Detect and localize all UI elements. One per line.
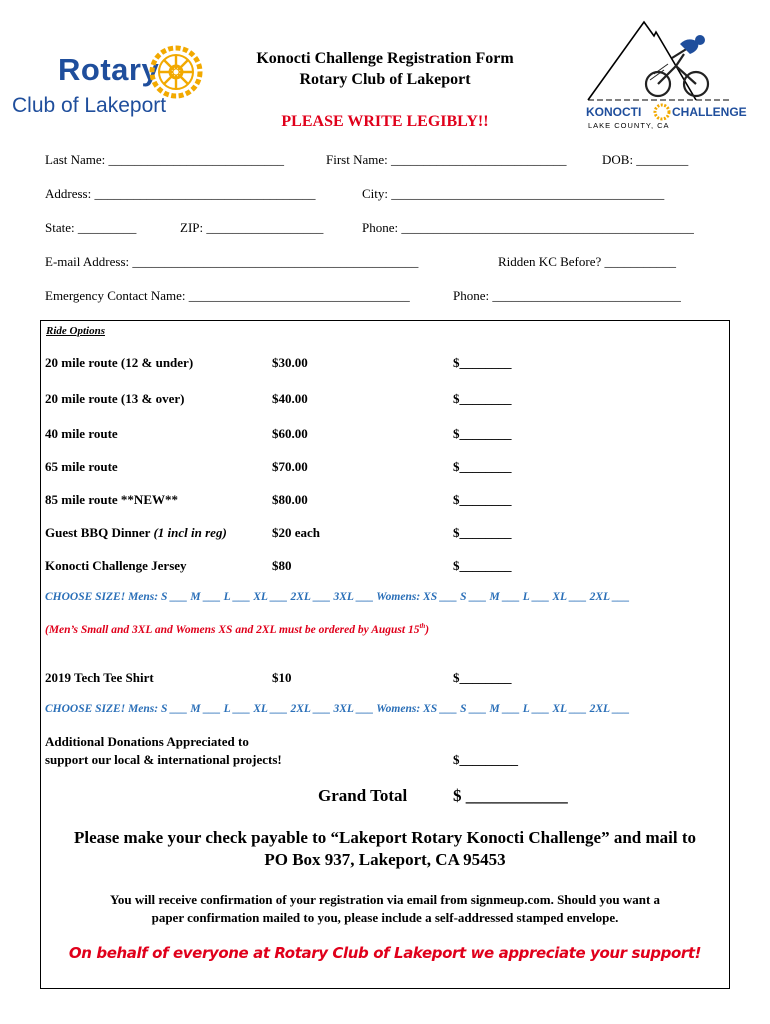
first-name-field[interactable]: First Name: ___________________________: [326, 152, 567, 167]
ride-row-name: 20 mile route (12 & under): [45, 355, 194, 370]
ride-row-name: 40 mile route: [45, 426, 118, 441]
donation-label-line2: support our local & international projects!: [45, 752, 282, 767]
state-field[interactable]: State: _________: [45, 220, 137, 235]
city-field[interactable]: City: __________________________________________: [362, 186, 665, 201]
ride-row-price: $20 each: [272, 525, 321, 540]
tee-row-name: 2019 Tech Tee Shirt: [45, 670, 154, 685]
zip-field[interactable]: ZIP: __________________: [180, 220, 324, 235]
ride-row-price: $60.00: [272, 426, 308, 441]
emergency-contact-field[interactable]: Emergency Contact Name: __________________________________: [45, 288, 410, 303]
grand-total-label: Grand Total: [318, 786, 408, 805]
ride-row-amount[interactable]: $________: [453, 558, 512, 573]
form-title: Konocti Challenge Registration Form: [256, 50, 514, 67]
bbq-note: (1 incl in reg): [153, 525, 227, 540]
konocti-challenge-logo: [584, 18, 747, 130]
ridden-before-field[interactable]: Ridden KC Before? ___________: [498, 254, 677, 269]
ride-row-name: 65 mile route: [45, 459, 118, 474]
payment-instructions-line2: PO Box 937, Lakeport, CA 95453: [264, 850, 506, 869]
ride-row-name: Konocti Challenge Jersey: [45, 558, 187, 573]
donation-label-line1: Additional Donations Appreciated to: [45, 734, 249, 749]
dob-field[interactable]: DOB: ________: [602, 152, 689, 167]
ride-row-amount[interactable]: $________: [453, 492, 512, 507]
tee-size-options[interactable]: CHOOSE SIZE! Mens: S ___ M ___ L ___ XL ___ 2XL ___ 3XL ___ Womens: XS ___ S ___ M ___ L ___ XL ___ 2XL ___: [45, 703, 630, 715]
bbq-label: Guest BBQ Dinner: [45, 525, 154, 540]
address-field[interactable]: Address: __________________________________: [45, 186, 316, 201]
cyclist-icon: [646, 35, 708, 96]
ride-row-name: 85 mile route **NEW**: [45, 492, 178, 507]
rotary-logo-subtitle: Club of Lakeport: [12, 94, 167, 117]
ride-row-amount[interactable]: $________: [453, 391, 512, 406]
ride-row-price: $40.00: [272, 391, 308, 406]
write-legibly-notice: PLEASE WRITE LEGIBLY!!: [281, 113, 489, 130]
tee-row-price: $10: [272, 670, 292, 685]
ride-row-name: 20 mile route (13 & over): [45, 391, 185, 406]
order-deadline-note: (Men’s Small and 3XL and Womens XS and 2XL must be ordered by August 15th): [45, 622, 430, 636]
ride-options-box: [40, 320, 730, 989]
rotary-logo-word: Rotary: [58, 52, 160, 87]
emergency-phone-field[interactable]: Phone: _____________________________: [453, 288, 681, 303]
phone-field[interactable]: Phone: _____________________________________________: [362, 220, 694, 235]
thank-you-message: On behalf of everyone at Rotary Club of Lakeport we appreciate your support!: [68, 944, 702, 962]
ride-row-price: $30.00: [272, 355, 308, 370]
email-field[interactable]: E-mail Address: ____________________________________________: [45, 254, 419, 269]
ride-row-name: [45, 525, 227, 541]
ride-row-price: $80: [272, 558, 292, 573]
ride-row-price: $70.00: [272, 459, 308, 474]
jersey-size-options[interactable]: CHOOSE SIZE! Mens: S ___ M ___ L ___ XL ___ 2XL ___ 3XL ___ Womens: XS ___ S ___ M ___ L ___ XL ___ 2XL ___: [45, 591, 630, 603]
donation-amount[interactable]: $_________: [453, 752, 518, 767]
payment-instructions-line1: Please make your check payable to “Lakeport Rotary Konocti Challenge” and mail to: [73, 828, 697, 847]
kc-logo-subtitle: LAKE COUNTY, CA: [588, 121, 670, 130]
confirmation-note-line1: You will receive confirmation of your registration via email from signmeup.com. Should you want a: [109, 892, 661, 907]
kc-logo-right-word: CHALLENGE: [672, 105, 747, 119]
confirmation-note-line2: paper confirmation mailed to you, please include a self-addressed stamped envelope.: [151, 910, 619, 925]
last-name-field[interactable]: Last Name: ___________________________: [45, 152, 285, 167]
kc-logo-left-word: KONOCTI: [586, 105, 642, 119]
ride-row-amount[interactable]: $________: [453, 525, 512, 540]
grand-total-amount[interactable]: $ ____________: [453, 786, 568, 805]
tee-row-amount[interactable]: $________: [453, 670, 512, 685]
ride-options-title: Ride Options: [46, 325, 105, 337]
ride-row-amount[interactable]: $________: [453, 426, 512, 441]
kc-logo-wheel-icon: [655, 105, 669, 119]
ride-row-amount[interactable]: $________: [453, 355, 512, 370]
club-name: Rotary Club of Lakeport: [299, 71, 471, 88]
ride-row-amount[interactable]: $________: [453, 459, 512, 474]
ride-row-price: $80.00: [272, 492, 308, 507]
